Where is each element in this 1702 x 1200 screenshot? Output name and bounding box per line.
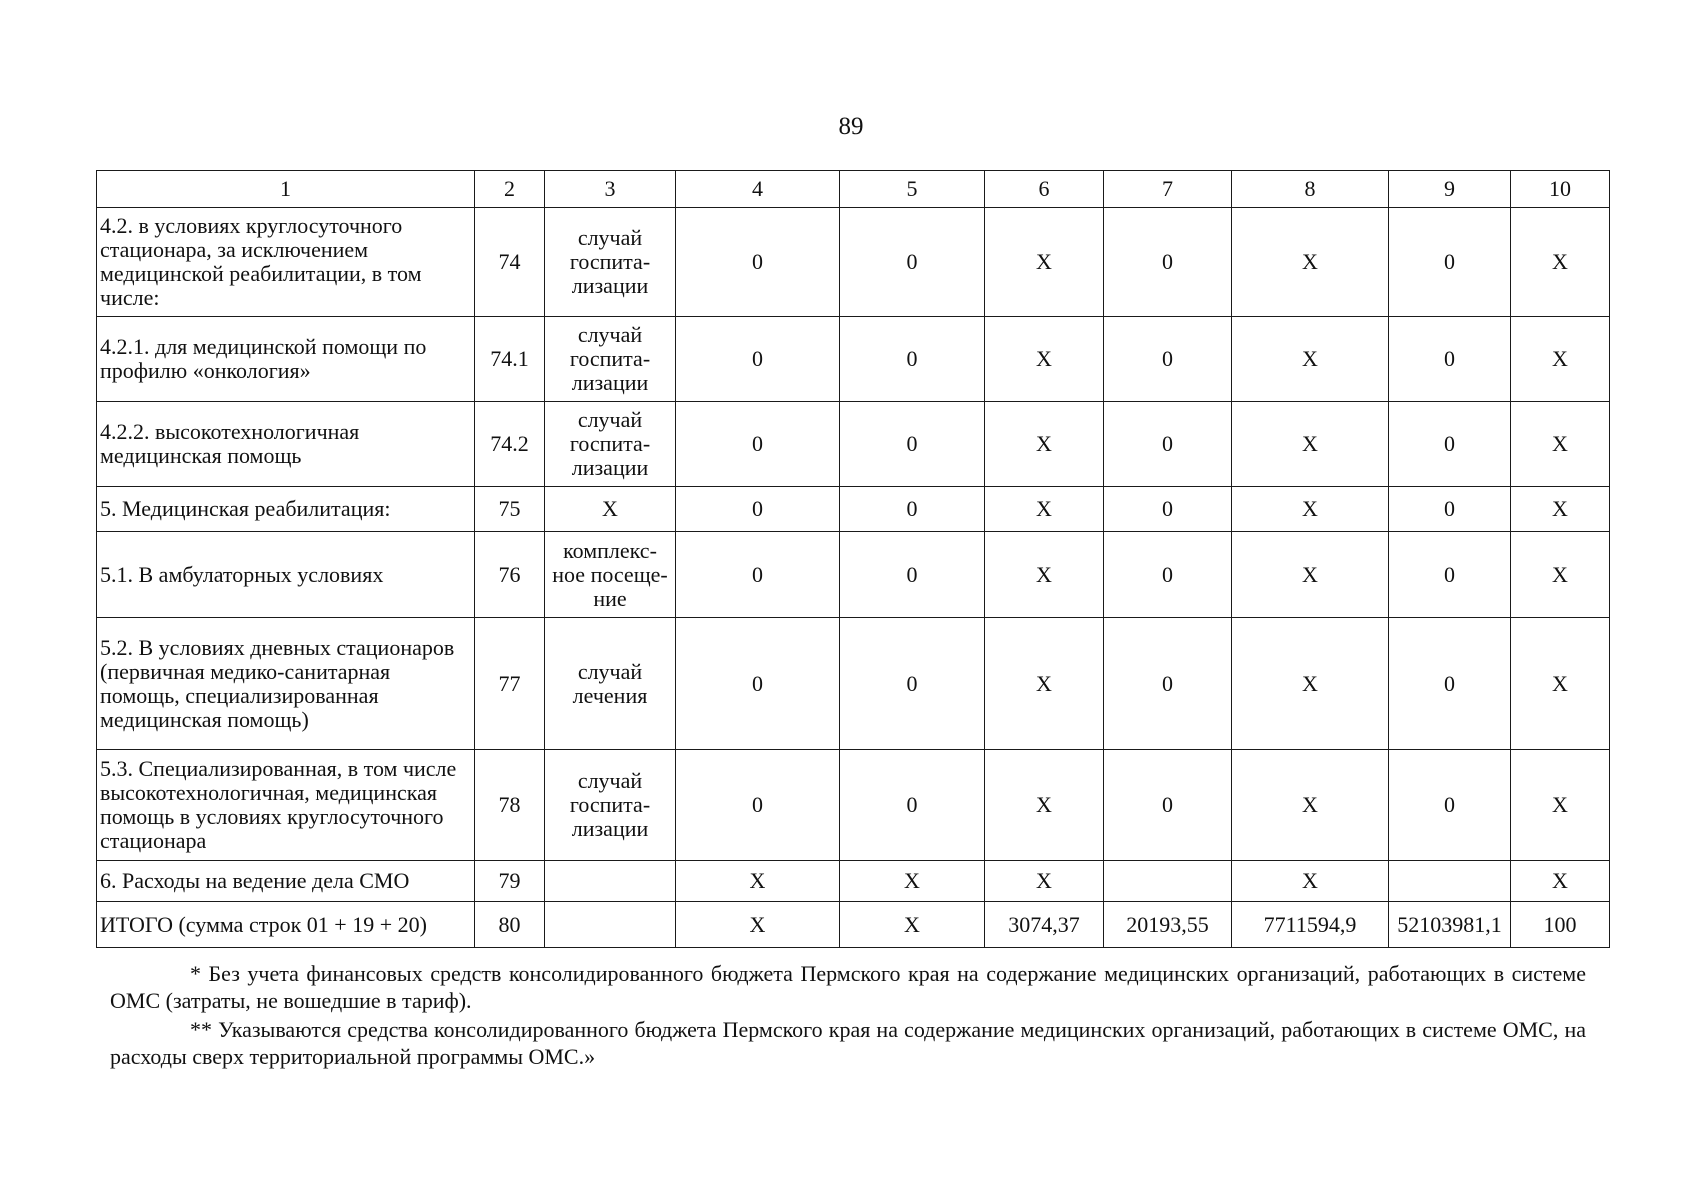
cell-col6: X [985, 208, 1104, 317]
table-row [97, 487, 1610, 532]
row-name: 6. Расходы на ведение дела СМО [97, 861, 475, 902]
cell-col7: 0 [1104, 750, 1232, 861]
cell-col5: 0 [840, 402, 985, 487]
table-row [97, 618, 1610, 750]
cell-col5: 0 [840, 487, 985, 532]
table-row-total [97, 902, 1610, 948]
cell-col5: 0 [840, 532, 985, 618]
cell-col9: 0 [1389, 487, 1511, 532]
header-cell: 10 [1511, 171, 1610, 208]
row-unit: случай госпита-лизации [545, 317, 676, 402]
header-cell: 2 [475, 171, 545, 208]
cell-col6: X [985, 618, 1104, 750]
cell-col7 [1104, 861, 1232, 902]
cell-col7: 0 [1104, 317, 1232, 402]
table-row [97, 402, 1610, 487]
cell-col10: X [1511, 208, 1610, 317]
cell-col6: X [985, 317, 1104, 402]
cell-col10: X [1511, 618, 1610, 750]
cell-col9: 0 [1389, 402, 1511, 487]
cell-col7: 0 [1104, 208, 1232, 317]
row-name: 5. Медицинская реабилитация: [97, 487, 475, 532]
page-number: 89 [838, 113, 864, 140]
cell-col6: X [985, 487, 1104, 532]
row-code: 79 [475, 861, 545, 902]
cell-col8: X [1232, 317, 1389, 402]
row-code: 76 [475, 532, 545, 618]
table-row [97, 532, 1610, 618]
cell-col10: X [1511, 402, 1610, 487]
row-unit: случай госпита-лизации [545, 750, 676, 861]
row-name: ИТОГО (сумма строк 01 + 19 + 20) [97, 902, 475, 948]
cell-col8: X [1232, 487, 1389, 532]
cell-col8: X [1232, 861, 1389, 902]
cell-col9: 0 [1389, 618, 1511, 750]
cell-col8: X [1232, 402, 1389, 487]
header-cell: 8 [1232, 171, 1389, 208]
cell-col4: 0 [676, 532, 840, 618]
cell-col10: 100 [1511, 902, 1610, 948]
cell-col7: 20193,55 [1104, 902, 1232, 948]
table-row [97, 861, 1610, 902]
header-cell: 7 [1104, 171, 1232, 208]
cell-col6: X [985, 532, 1104, 618]
row-unit [545, 861, 676, 902]
header-cell: 4 [676, 171, 840, 208]
row-name: 5.2. В условиях дневных стационаров (первичная медико-санитарная помощь, специализированная медицинская помощь) [97, 618, 475, 750]
row-name: 4.2.2. высокотехнологичная медицинская помощь [97, 402, 475, 487]
row-unit: случай госпита-лизации [545, 208, 676, 317]
cell-col8: X [1232, 208, 1389, 317]
row-name: 5.1. В амбулаторных условиях [97, 532, 475, 618]
cell-col9: 0 [1389, 750, 1511, 861]
cell-col5: 0 [840, 317, 985, 402]
cell-col4: 0 [676, 208, 840, 317]
cell-col8: 7711594,9 [1232, 902, 1389, 948]
cell-col9: 0 [1389, 532, 1511, 618]
footnotes [110, 960, 1586, 1072]
row-name: 4.2.1. для медицинской помощи по профилю «онкология» [97, 317, 475, 402]
header-cell: 6 [985, 171, 1104, 208]
row-unit: X [545, 487, 676, 532]
row-name: 5.3. Специализированная, в том числе высокотехнологичная, медицинская помощь в условиях круглосуточного стационара [97, 750, 475, 861]
row-code: 74.2 [475, 402, 545, 487]
cell-col5: 0 [840, 750, 985, 861]
cell-col4: 0 [676, 487, 840, 532]
cell-col9: 0 [1389, 317, 1511, 402]
cell-col9 [1389, 861, 1511, 902]
cell-col10: X [1511, 317, 1610, 402]
data-table [96, 170, 1610, 948]
cell-col10: X [1511, 532, 1610, 618]
cell-col4: 0 [676, 402, 840, 487]
cell-col5: X [840, 902, 985, 948]
row-name: 4.2. в условиях круглосуточного стационара, за исключением медицинской реабилитации, в том числе: [97, 208, 475, 317]
cell-col4: 0 [676, 750, 840, 861]
row-code: 80 [475, 902, 545, 948]
footnote-1: * Без учета финансовых средств консолидированного бюджета Пермского края на содержание медицинских организаций, работающих в системе ОМС (затраты, не вошедшие в тариф). [110, 961, 1586, 1013]
row-code: 78 [475, 750, 545, 861]
table-row [97, 317, 1610, 402]
cell-col8: X [1232, 750, 1389, 861]
row-code: 75 [475, 487, 545, 532]
cell-col7: 0 [1104, 402, 1232, 487]
footnote-2: ** Указываются средства консолидированного бюджета Пермского края на содержание медицинских организаций, работающих в системе ОМС, на расходы сверх территориальной программы ОМС.» [110, 1017, 1586, 1069]
table-row [97, 750, 1610, 861]
table-row [97, 208, 1610, 317]
row-code: 74 [475, 208, 545, 317]
cell-col4: 0 [676, 317, 840, 402]
cell-col4: X [676, 861, 840, 902]
cell-col5: X [840, 861, 985, 902]
cell-col10: X [1511, 750, 1610, 861]
cell-col8: X [1232, 618, 1389, 750]
header-cell: 5 [840, 171, 985, 208]
cell-col6: 3074,37 [985, 902, 1104, 948]
cell-col5: 0 [840, 618, 985, 750]
row-code: 77 [475, 618, 545, 750]
cell-col4: 0 [676, 618, 840, 750]
cell-col7: 0 [1104, 618, 1232, 750]
cell-col6: X [985, 402, 1104, 487]
cell-col7: 0 [1104, 532, 1232, 618]
cell-col6: X [985, 861, 1104, 902]
header-cell: 1 [97, 171, 475, 208]
header-cell: 9 [1389, 171, 1511, 208]
cell-col6: X [985, 750, 1104, 861]
cell-col10: X [1511, 487, 1610, 532]
cell-col9: 52103981,1 [1389, 902, 1511, 948]
header-cell: 3 [545, 171, 676, 208]
cell-col10: X [1511, 861, 1610, 902]
cell-col4: X [676, 902, 840, 948]
cell-col5: 0 [840, 208, 985, 317]
row-code: 74.1 [475, 317, 545, 402]
row-unit [545, 902, 676, 948]
cell-col9: 0 [1389, 208, 1511, 317]
row-unit: случай лечения [545, 618, 676, 750]
cell-col8: X [1232, 532, 1389, 618]
table-header-row [97, 171, 1610, 208]
row-unit: случай госпита-лизации [545, 402, 676, 487]
cell-col7: 0 [1104, 487, 1232, 532]
row-unit: комплекс-ное посеще-ние [545, 532, 676, 618]
